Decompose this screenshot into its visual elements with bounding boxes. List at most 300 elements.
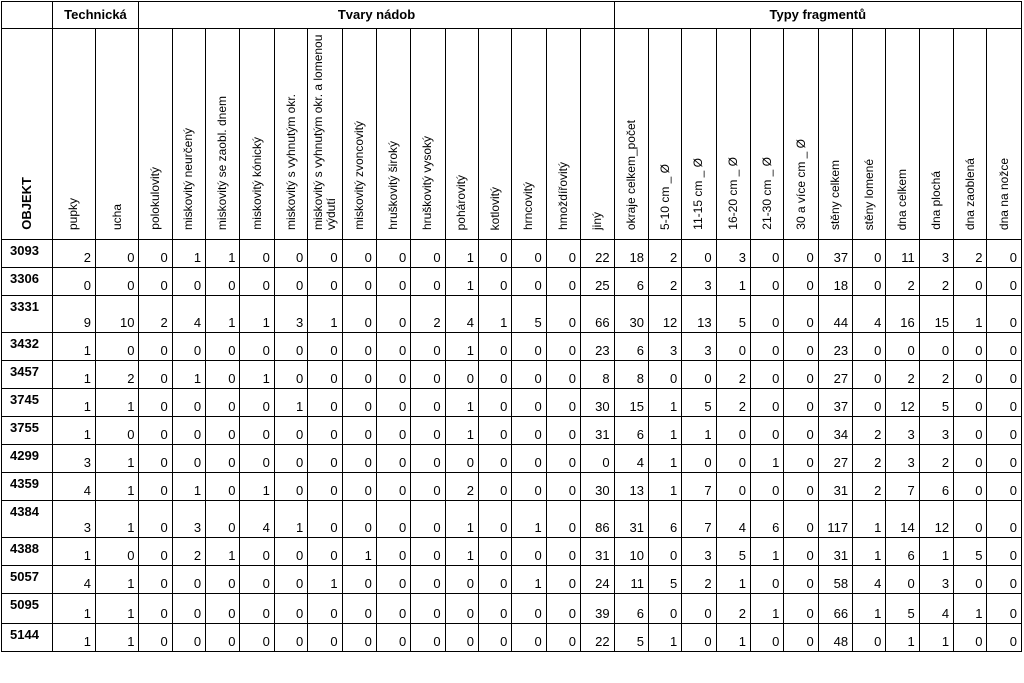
column-header <box>987 29 1022 240</box>
table-cell: 0 <box>240 333 274 361</box>
table-cell: 1 <box>648 473 681 501</box>
table-cell: 0 <box>546 538 580 566</box>
table-cell: 5 <box>716 538 750 566</box>
table-cell: 4 <box>716 501 750 538</box>
column-header <box>784 29 818 240</box>
table-cell: 0 <box>716 333 750 361</box>
table-cell: 2 <box>682 566 716 594</box>
objekt-id-cell: 4388 <box>2 538 53 566</box>
table-cell: 9 <box>52 296 95 333</box>
table-cell: 1 <box>206 538 240 566</box>
column-header-label: stěny lomené <box>861 158 876 230</box>
table-cell: 24 <box>581 566 615 594</box>
column-header-label: kotlovitý <box>487 186 502 230</box>
table-cell: 4 <box>52 566 95 594</box>
table-cell: 0 <box>240 445 274 473</box>
table-cell: 12 <box>886 389 919 417</box>
table-cell: 0 <box>478 417 511 445</box>
column-header <box>751 29 784 240</box>
column-header-label: 5-10 cm _ Ø <box>657 163 672 230</box>
table-cell: 0 <box>139 566 172 594</box>
table-cell: 1 <box>648 624 681 652</box>
table-cell: 0 <box>172 417 205 445</box>
table-cell: 0 <box>376 417 410 445</box>
group-header-tvary: Tvary nádob <box>139 2 614 29</box>
table-cell: 4 <box>614 445 648 473</box>
column-header-label: 11-15 cm _ Ø <box>691 158 706 230</box>
table-cell: 0 <box>987 296 1022 333</box>
column-header-row <box>2 29 1022 240</box>
table-cell: 0 <box>95 417 138 445</box>
table-cell: 3 <box>52 445 95 473</box>
table-cell: 1 <box>954 296 987 333</box>
table-row <box>2 594 1022 624</box>
table-cell: 6 <box>919 473 953 501</box>
table-row <box>2 538 1022 566</box>
table-cell: 0 <box>784 445 818 473</box>
table-cell: 0 <box>139 538 172 566</box>
table-cell: 0 <box>784 624 818 652</box>
table-cell: 0 <box>274 566 307 594</box>
table-cell: 0 <box>512 333 546 361</box>
table-cell: 0 <box>546 417 580 445</box>
table-cell: 30 <box>581 389 615 417</box>
table-cell: 12 <box>648 296 681 333</box>
table-cell: 0 <box>274 361 307 389</box>
column-header <box>52 29 95 240</box>
table-cell: 0 <box>308 333 342 361</box>
objekt-id-cell: 3745 <box>2 389 53 417</box>
table-cell: 2 <box>853 417 886 445</box>
table-cell: 1 <box>445 501 478 538</box>
table-cell: 2 <box>886 361 919 389</box>
table-cell: 14 <box>886 501 919 538</box>
table-cell: 0 <box>411 361 445 389</box>
table-cell: 0 <box>751 417 784 445</box>
table-cell: 4 <box>919 594 953 624</box>
table-cell: 0 <box>512 445 546 473</box>
objekt-id-cell: 5095 <box>2 594 53 624</box>
table-cell: 0 <box>954 389 987 417</box>
table-cell: 0 <box>274 445 307 473</box>
table-cell: 0 <box>716 445 750 473</box>
column-header <box>95 29 138 240</box>
objekt-id-cell: 5144 <box>2 624 53 652</box>
table-cell: 1 <box>716 624 750 652</box>
table-cell: 0 <box>751 361 784 389</box>
table-cell: 1 <box>512 501 546 538</box>
table-cell: 0 <box>478 389 511 417</box>
table-cell: 7 <box>886 473 919 501</box>
table-row <box>2 473 1022 501</box>
table-cell: 6 <box>614 417 648 445</box>
table-cell: 5 <box>954 538 987 566</box>
table-cell: 0 <box>987 417 1022 445</box>
table-cell: 0 <box>954 624 987 652</box>
column-header <box>342 29 376 240</box>
table-cell: 6 <box>614 333 648 361</box>
table-cell: 0 <box>172 268 205 296</box>
table-row <box>2 389 1022 417</box>
objekt-id-cell: 5057 <box>2 566 53 594</box>
table-cell: 0 <box>987 389 1022 417</box>
table-cell: 1 <box>648 445 681 473</box>
table-cell: 1 <box>716 566 750 594</box>
table-cell: 2 <box>411 296 445 333</box>
table-cell: 1 <box>886 624 919 652</box>
table-cell: 0 <box>478 566 511 594</box>
table-cell: 1 <box>274 501 307 538</box>
column-header-label: polokulovitý <box>148 167 163 230</box>
objekt-id-cell: 3457 <box>2 361 53 389</box>
table-cell: 0 <box>954 566 987 594</box>
objekt-id-cell: 4299 <box>2 445 53 473</box>
table-row <box>2 624 1022 652</box>
table-cell: 3 <box>52 501 95 538</box>
table-cell: 1 <box>206 240 240 268</box>
table-cell: 0 <box>139 333 172 361</box>
column-header-label: dna na nožce <box>996 157 1011 230</box>
column-header-label: jiný <box>589 211 604 230</box>
table-cell: 0 <box>478 240 511 268</box>
table-cell: 0 <box>546 296 580 333</box>
table-cell: 0 <box>853 240 886 268</box>
table-cell: 34 <box>818 417 852 445</box>
table-cell: 0 <box>853 333 886 361</box>
table-cell: 66 <box>818 594 852 624</box>
table-cell: 3 <box>274 296 307 333</box>
table-cell: 0 <box>784 389 818 417</box>
table-cell: 0 <box>308 624 342 652</box>
table-cell: 0 <box>853 361 886 389</box>
table-cell: 15 <box>614 389 648 417</box>
table-cell: 0 <box>784 333 818 361</box>
table-cell: 0 <box>206 566 240 594</box>
table-cell: 18 <box>818 268 852 296</box>
table-cell: 0 <box>987 594 1022 624</box>
table-cell: 0 <box>853 624 886 652</box>
objekt-id-cell: 3306 <box>2 268 53 296</box>
column-header <box>716 29 750 240</box>
table-cell: 37 <box>818 240 852 268</box>
table-row <box>2 296 1022 333</box>
table-cell: 1 <box>95 501 138 538</box>
table-cell: 0 <box>581 445 615 473</box>
table-cell: 1 <box>52 417 95 445</box>
table-cell: 58 <box>818 566 852 594</box>
column-header <box>172 29 205 240</box>
table-cell: 0 <box>546 501 580 538</box>
table-cell: 0 <box>95 538 138 566</box>
table-cell: 0 <box>308 445 342 473</box>
column-header <box>478 29 511 240</box>
table-cell: 0 <box>342 361 376 389</box>
table-cell: 0 <box>886 333 919 361</box>
table-cell: 1 <box>95 624 138 652</box>
table-cell: 0 <box>682 361 716 389</box>
table-cell: 0 <box>240 566 274 594</box>
column-header <box>240 29 274 240</box>
column-header <box>648 29 681 240</box>
column-header-label: ucha <box>109 203 124 230</box>
table-cell: 0 <box>376 445 410 473</box>
table-cell: 0 <box>954 473 987 501</box>
table-body <box>2 240 1022 652</box>
table-cell: 0 <box>682 624 716 652</box>
table-cell: 0 <box>478 445 511 473</box>
table-cell: 0 <box>376 473 410 501</box>
table-cell: 2 <box>445 473 478 501</box>
table-cell: 0 <box>342 389 376 417</box>
table-cell: 117 <box>818 501 852 538</box>
table-cell: 15 <box>919 296 953 333</box>
table-cell: 10 <box>95 296 138 333</box>
table-cell: 3 <box>886 417 919 445</box>
table-cell: 0 <box>784 473 818 501</box>
column-header-label: miskovitý neurčený <box>181 127 196 230</box>
table-cell: 1 <box>853 594 886 624</box>
table-cell: 1 <box>682 417 716 445</box>
table-cell: 0 <box>784 240 818 268</box>
table-cell: 22 <box>581 624 615 652</box>
table-cell: 31 <box>581 417 615 445</box>
table-cell: 0 <box>206 501 240 538</box>
table-cell: 6 <box>886 538 919 566</box>
table-cell: 1 <box>648 389 681 417</box>
table-cell: 27 <box>818 445 852 473</box>
table-cell: 12 <box>919 501 953 538</box>
table-cell: 31 <box>581 538 615 566</box>
table-cell: 0 <box>853 268 886 296</box>
table-cell: 0 <box>716 417 750 445</box>
table-cell: 0 <box>512 473 546 501</box>
table-cell: 0 <box>376 268 410 296</box>
table-cell: 0 <box>546 389 580 417</box>
table-cell: 0 <box>784 566 818 594</box>
table-cell: 0 <box>411 501 445 538</box>
column-header <box>886 29 919 240</box>
table-cell: 1 <box>95 473 138 501</box>
table-cell: 1 <box>751 445 784 473</box>
table-cell: 0 <box>139 501 172 538</box>
table-cell: 0 <box>240 594 274 624</box>
group-header-typy: Typy fragmentů <box>614 2 1021 29</box>
column-header-label: dna zaoblená <box>962 157 977 230</box>
table-cell: 0 <box>139 417 172 445</box>
table-cell: 0 <box>987 268 1022 296</box>
table-cell: 0 <box>240 389 274 417</box>
table-cell: 8 <box>614 361 648 389</box>
table-cell: 0 <box>172 389 205 417</box>
objekt-id-cell: 3755 <box>2 417 53 445</box>
table-cell: 0 <box>751 566 784 594</box>
table-cell: 0 <box>206 594 240 624</box>
table-cell: 5 <box>614 624 648 652</box>
table-cell: 0 <box>512 268 546 296</box>
table-cell: 0 <box>478 501 511 538</box>
table-cell: 0 <box>240 417 274 445</box>
table-cell: 1 <box>308 296 342 333</box>
table-cell: 0 <box>376 361 410 389</box>
table-cell: 0 <box>987 445 1022 473</box>
table-cell: 0 <box>919 333 953 361</box>
table-cell: 7 <box>682 473 716 501</box>
table-cell: 2 <box>172 538 205 566</box>
table-cell: 1 <box>919 624 953 652</box>
table-cell: 7 <box>682 501 716 538</box>
table-cell: 1 <box>172 473 205 501</box>
table-cell: 4 <box>240 501 274 538</box>
table-cell: 0 <box>546 240 580 268</box>
table-cell: 0 <box>342 296 376 333</box>
table-cell: 0 <box>751 268 784 296</box>
table-cell: 2 <box>853 445 886 473</box>
table-cell: 0 <box>987 538 1022 566</box>
column-header <box>614 29 648 240</box>
table-cell: 0 <box>478 361 511 389</box>
table-cell: 0 <box>308 417 342 445</box>
table-cell: 2 <box>954 240 987 268</box>
table-cell: 39 <box>581 594 615 624</box>
table-cell: 0 <box>376 333 410 361</box>
table-cell: 0 <box>478 333 511 361</box>
table-cell: 0 <box>784 268 818 296</box>
table-cell: 2 <box>716 361 750 389</box>
table-cell: 22 <box>581 240 615 268</box>
table-cell: 0 <box>682 445 716 473</box>
table-cell: 6 <box>648 501 681 538</box>
table-cell: 0 <box>716 473 750 501</box>
table-cell: 0 <box>751 473 784 501</box>
table-cell: 27 <box>818 361 852 389</box>
table-cell: 86 <box>581 501 615 538</box>
table-cell: 0 <box>139 361 172 389</box>
column-header-label: dna plochá <box>928 171 943 230</box>
table-cell: 2 <box>716 389 750 417</box>
table-cell: 1 <box>445 538 478 566</box>
table-cell: 1 <box>52 361 95 389</box>
table-cell: 0 <box>376 594 410 624</box>
table-cell: 5 <box>648 566 681 594</box>
table-cell: 3 <box>716 240 750 268</box>
table-cell: 1 <box>751 538 784 566</box>
table-cell: 13 <box>614 473 648 501</box>
table-row <box>2 268 1022 296</box>
table-cell: 0 <box>954 361 987 389</box>
table-cell: 0 <box>206 417 240 445</box>
table-cell: 23 <box>581 333 615 361</box>
table-cell: 0 <box>52 268 95 296</box>
table-cell: 0 <box>274 594 307 624</box>
table-cell: 0 <box>376 566 410 594</box>
column-header-label: hmoždířovitý <box>555 161 570 230</box>
table-cell: 0 <box>411 333 445 361</box>
table-cell: 1 <box>445 417 478 445</box>
column-header-label: hruškovitý vysoký <box>420 135 435 230</box>
table-cell: 0 <box>308 594 342 624</box>
column-header-label: hruškovitý široký <box>386 141 401 230</box>
table-cell: 3 <box>919 240 953 268</box>
table-cell: 1 <box>240 296 274 333</box>
table-cell: 0 <box>648 361 681 389</box>
table-cell: 0 <box>512 594 546 624</box>
table-cell: 0 <box>987 333 1022 361</box>
table-cell: 1 <box>52 333 95 361</box>
table-cell: 0 <box>206 445 240 473</box>
column-header-label: stěny celkem <box>827 159 842 230</box>
table-cell: 0 <box>478 538 511 566</box>
table-cell: 0 <box>274 473 307 501</box>
table-cell: 0 <box>478 473 511 501</box>
column-header <box>818 29 852 240</box>
table-cell: 0 <box>274 624 307 652</box>
table-cell: 0 <box>411 473 445 501</box>
table-cell: 0 <box>139 268 172 296</box>
table-cell: 1 <box>445 268 478 296</box>
table-row <box>2 566 1022 594</box>
table-cell: 30 <box>581 473 615 501</box>
table-cell: 1 <box>648 417 681 445</box>
table-cell: 0 <box>240 624 274 652</box>
table-cell: 31 <box>614 501 648 538</box>
table-cell: 0 <box>987 473 1022 501</box>
table-cell: 3 <box>682 538 716 566</box>
column-header-label: okraje celkem_počet <box>623 119 638 230</box>
column-header-label: 30 a více cm _ Ø <box>793 139 808 230</box>
table-cell: 0 <box>445 624 478 652</box>
table-cell: 3 <box>886 445 919 473</box>
table-cell: 31 <box>818 473 852 501</box>
column-header-label: 21-30 cm _ Ø <box>759 157 774 230</box>
table-cell: 0 <box>206 333 240 361</box>
table-cell: 0 <box>139 389 172 417</box>
table-cell: 1 <box>52 624 95 652</box>
table-cell: 0 <box>411 389 445 417</box>
table-cell: 0 <box>546 445 580 473</box>
table-cell: 5 <box>716 296 750 333</box>
table-cell: 1 <box>274 389 307 417</box>
table-cell: 2 <box>139 296 172 333</box>
table-cell: 0 <box>172 624 205 652</box>
table-cell: 0 <box>954 268 987 296</box>
table-cell: 0 <box>172 566 205 594</box>
table-cell: 0 <box>512 417 546 445</box>
table-cell: 0 <box>308 389 342 417</box>
table-cell: 0 <box>274 538 307 566</box>
column-header <box>139 29 172 240</box>
table-cell: 1 <box>853 501 886 538</box>
table-cell: 4 <box>445 296 478 333</box>
table-cell: 0 <box>308 361 342 389</box>
table-cell: 3 <box>682 268 716 296</box>
group-header-row <box>2 2 1022 29</box>
table-row <box>2 445 1022 473</box>
column-header <box>206 29 240 240</box>
table-cell: 0 <box>342 624 376 652</box>
table-cell: 1 <box>95 389 138 417</box>
table-cell: 10 <box>614 538 648 566</box>
table-cell: 0 <box>308 501 342 538</box>
table-cell: 0 <box>954 417 987 445</box>
table-cell: 0 <box>411 566 445 594</box>
table-cell: 1 <box>512 566 546 594</box>
table-cell: 4 <box>853 296 886 333</box>
table-cell: 23 <box>818 333 852 361</box>
table-cell: 1 <box>445 389 478 417</box>
table-cell: 0 <box>751 296 784 333</box>
table-cell: 0 <box>411 624 445 652</box>
column-header-label: pupky <box>66 197 81 230</box>
